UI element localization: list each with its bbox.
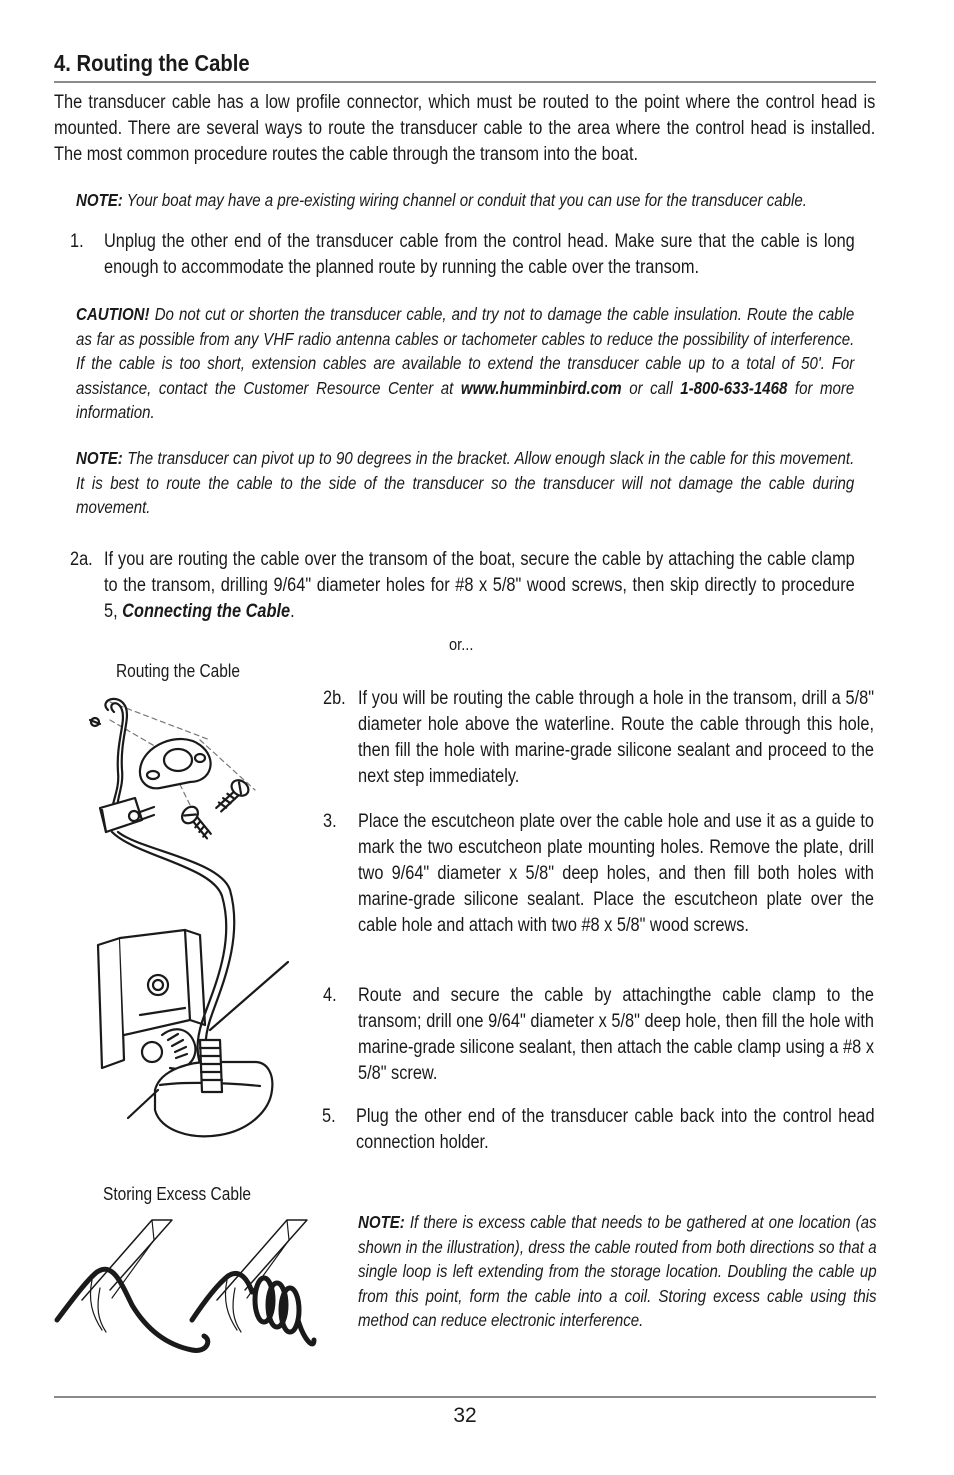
step-2b-text: If you will be routing the cable through a hole in the transom, drill a 5/8" diameter hole above the waterline. Route the cable through this hole, then fill the hole with marine-grade silicone sealant and proceed to the next step immediately.	[358, 688, 874, 787]
storing-cable-illustration	[52, 1210, 332, 1370]
step-2a-body: If you are routing the cable over the transom of the boat, secure the cable by attaching the cable clamp to the transom, drilling 9/64" diameter holes for #8 x 5/8" wood screws, then skip directly to procedure 5,	[104, 549, 855, 622]
page-title: 4. Routing the Cable	[54, 50, 250, 76]
note-text: If there is excess cable that needs to be gathered at one location (as shown in the illustration), dress the cable routed from both directions so that a single loop is left extending from the storage location. Doubling the cable up from this point, form the cable into a coil. Storing excess cable using this method can reduce electronic interference.	[358, 1212, 877, 1330]
note-text: Your boat may have a pre-existing wiring channel or conduit that you can use for the transducer cable.	[122, 190, 807, 210]
step-2a-end: .	[290, 601, 295, 622]
phone-number: 1-800-633-1468	[680, 377, 788, 398]
note-excess-cable	[358, 1210, 877, 1333]
caution-label: CAUTION!	[76, 304, 150, 324]
note-label: NOTE:	[76, 448, 123, 468]
caution-text-3: for more information.	[76, 377, 855, 422]
page-number: 32	[453, 1404, 477, 1427]
step-4-text: Route and secure the cable by attachingthe cable clamp to the transom; drill one 9/64" diameter x 5/8" deep hole, then fill the hole with marine-grade silicone sealant, then attach the cable clamp using a #8 x 5/8" screw.	[358, 985, 874, 1084]
caution-text: Do not cut or shorten the transducer cable, and try not to damage the cable insulation. Route the cable as far as possible from any VHF radio antenna cables or tachometer cables to reduce the possibility of interference. If the cable is too short, extension cables are available to extend the transducer cable up to a total of 50'. For assistance, contact the Customer Resource Center at	[76, 304, 855, 398]
note-text: The transducer can pivot up to 90 degrees in the bracket. Allow enough slack in the cable for this movement. It is best to route the cable to the side of the transducer so the transducer will not damage the cable during movement.	[76, 448, 855, 517]
step-3-text: Place the escutcheon plate over the cable hole and use it as a guide to mark the two escutcheon plate mounting holes. Remove the plate, drill two 9/64" diameter x 5/8" deep holes, and then fill both holes with marine-grade silicone sealant. Place the escutcheon plate over the cable hole and attach with two #8 x 5/8" wood screws.	[358, 811, 874, 936]
step-number: 2a.	[70, 549, 93, 570]
step-number: 1.	[70, 231, 84, 252]
or-separator: or...	[449, 635, 474, 654]
connecting-cable-reference: Connecting the Cable	[122, 601, 291, 622]
step-number: 3.	[323, 811, 337, 832]
step-5-text: Plug the other end of the transducer cable back into the control head connection holder.	[356, 1106, 875, 1153]
heading-rule	[54, 81, 876, 83]
step-1-text: Unplug the other end of the transducer cable from the control head. Make sure that the cable is long enough to accommodate the planned route by running the cable over the transom.	[104, 231, 855, 278]
figure-routing-caption: Routing the Cable	[116, 661, 240, 681]
note-wiring-channel	[76, 188, 945, 213]
routing-cable-illustration	[50, 690, 300, 1150]
website-link[interactable]: www.humminbird.com	[460, 377, 622, 398]
step-number: 4.	[323, 985, 337, 1006]
note-label: NOTE:	[358, 1212, 405, 1232]
note-label: NOTE:	[76, 190, 123, 210]
caution-text-2: or call	[621, 377, 681, 398]
intro-paragraph: The transducer cable has a low profile connector, which must be routed to the point where the control head is mounted. There are several ways to route the transducer cable to the area where the control head is installed. The most common procedure routes the cable through the transom into the boat.	[54, 92, 876, 165]
figure-storing-caption: Storing Excess Cable	[103, 1184, 252, 1204]
step-2a-text	[104, 547, 855, 625]
footer-rule	[54, 1396, 876, 1398]
step-number: 5.	[322, 1106, 336, 1127]
step-number: 2b.	[323, 688, 346, 709]
note-pivot	[76, 446, 854, 520]
caution-block	[76, 302, 854, 425]
